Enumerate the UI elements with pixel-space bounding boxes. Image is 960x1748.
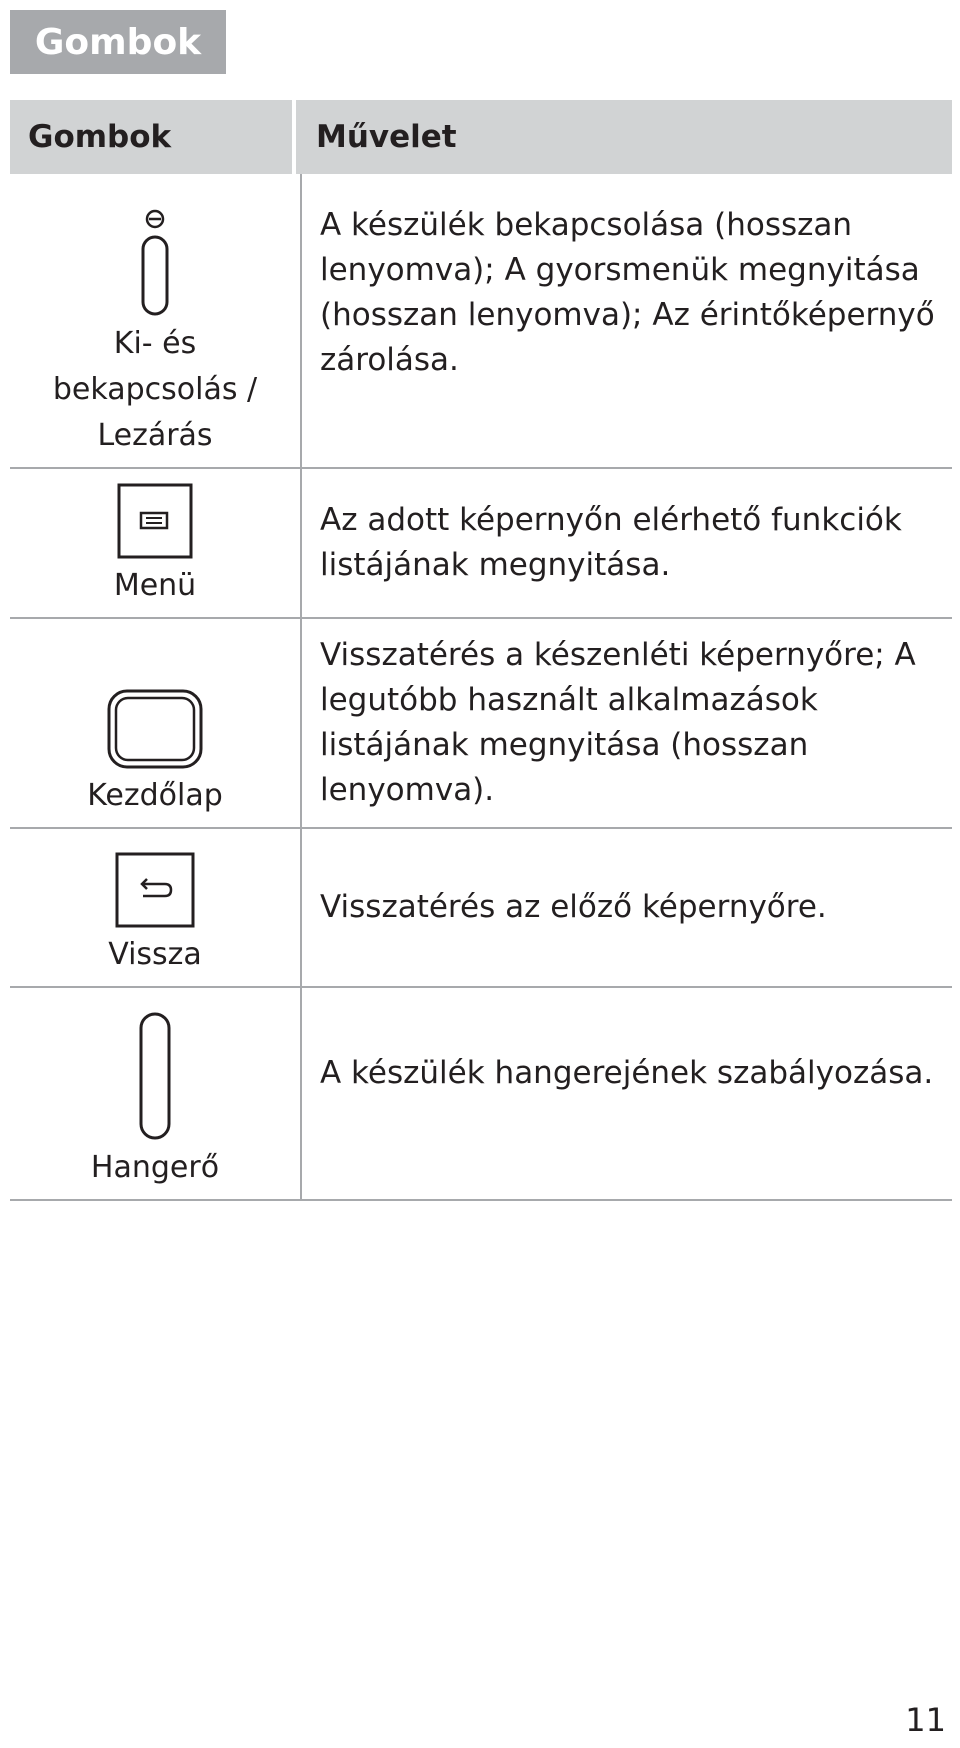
table-row — [10, 174, 952, 469]
header-buttons: Gombok — [10, 100, 296, 174]
key-label-back: Vissza — [108, 937, 202, 972]
home-key-icon — [107, 689, 203, 769]
action-cell — [302, 469, 952, 617]
table-row — [10, 829, 952, 988]
table-row — [10, 469, 952, 619]
volume-key-icon — [135, 1011, 175, 1141]
table-header — [10, 100, 952, 174]
page-number: 11 — [905, 1701, 946, 1739]
key-cell — [10, 829, 302, 986]
action-cell — [302, 988, 952, 1199]
action-text: Visszatérés az előző képernyőre. — [320, 889, 827, 925]
key-label-home: Kezdőlap — [87, 778, 223, 813]
key-cell — [10, 988, 302, 1199]
action-text: A készülék hangerejének szabályozása. — [320, 1055, 934, 1091]
table-row — [10, 988, 952, 1201]
key-cell — [10, 174, 302, 467]
section-tab: Gombok — [10, 10, 226, 74]
header-action: Művelet — [316, 119, 457, 155]
power-key-icon — [135, 207, 175, 317]
key-label-power: Ki- és bekapcsolás / Lezárás — [52, 326, 258, 453]
menu-key-icon — [117, 483, 193, 559]
key-label-volume: Hangerő — [90, 1150, 220, 1185]
action-cell — [302, 829, 952, 986]
key-cell — [10, 619, 302, 827]
back-key-icon — [115, 852, 195, 928]
action-cell — [302, 174, 952, 467]
action-text: Visszatérés a készenléti képernyőre; A legutóbb használt alkalmazások listájának megnyitása (hosszan lenyomva). — [320, 637, 916, 808]
table-row — [10, 619, 952, 829]
action-text: A készülék bekapcsolása (hosszan lenyomva); A gyorsmenük megnyitása (hosszan lenyomva); Az érintőképernyő zárolása. — [320, 207, 935, 378]
action-text: Az adott képernyőn elérhető funkciók listájának megnyitása. — [320, 502, 902, 583]
buttons-table — [10, 100, 952, 1201]
key-cell — [10, 469, 302, 617]
key-label-menu: Menü — [113, 568, 197, 603]
action-cell — [302, 619, 952, 827]
